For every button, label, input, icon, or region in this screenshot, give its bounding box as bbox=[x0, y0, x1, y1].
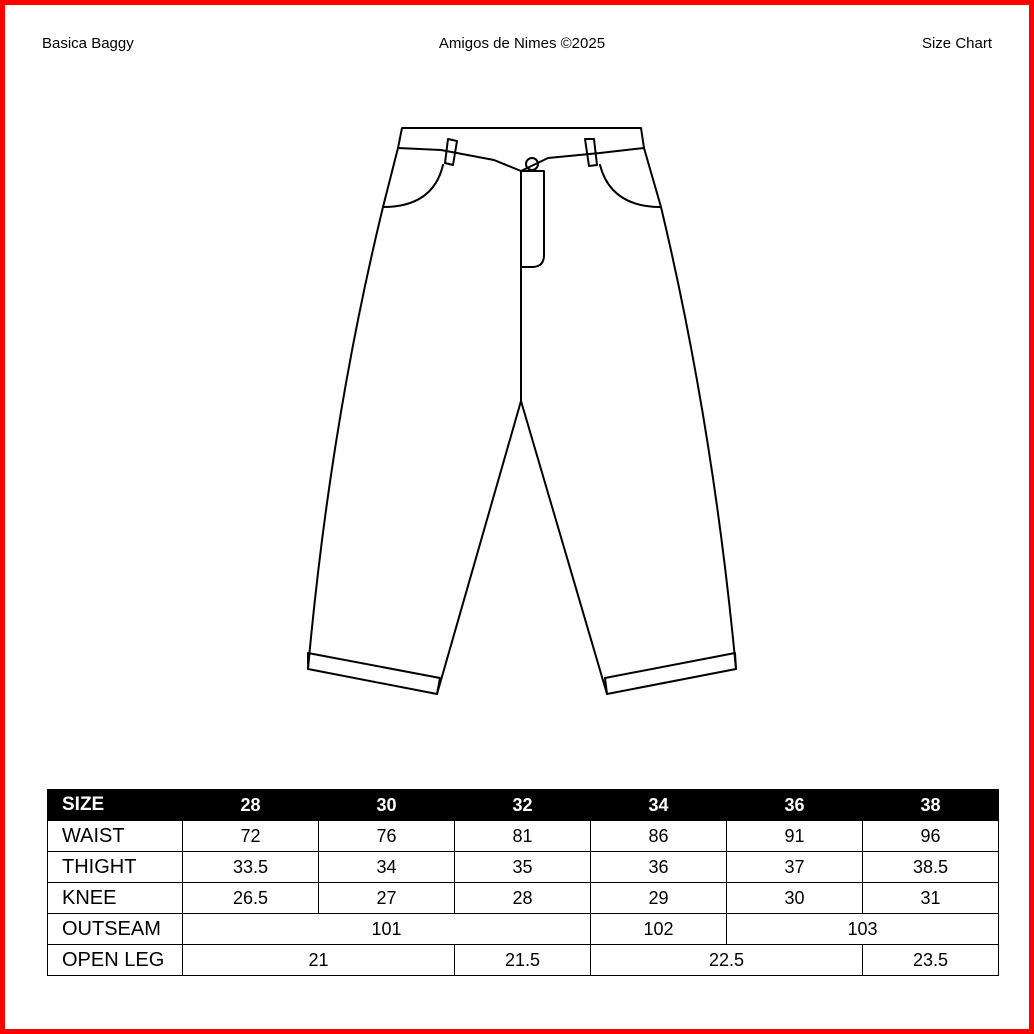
table-cell: 22.5 bbox=[591, 945, 863, 976]
table-row-thight bbox=[48, 852, 999, 883]
table-cell: 29 bbox=[591, 883, 727, 914]
size-col-header: 32 bbox=[455, 790, 591, 821]
table-cell: 31 bbox=[863, 883, 999, 914]
row-label: KNEE bbox=[48, 883, 183, 914]
section-title: Size Chart bbox=[921, 35, 992, 52]
table-cell: 72 bbox=[183, 821, 319, 852]
table-cell: 37 bbox=[727, 852, 863, 883]
row-label: OUTSEAM bbox=[48, 914, 183, 945]
table-cell: 101 bbox=[183, 914, 591, 945]
product-name: Basica Baggy bbox=[42, 35, 134, 52]
table-cell: 30 bbox=[727, 883, 863, 914]
size-table bbox=[47, 789, 999, 976]
baggy-pants-illustration bbox=[300, 120, 745, 705]
table-row-open-leg bbox=[48, 945, 999, 976]
table-cell: 28 bbox=[455, 883, 591, 914]
table-cell: 21 bbox=[183, 945, 455, 976]
size-col-header: 34 bbox=[591, 790, 727, 821]
table-cell: 96 bbox=[863, 821, 999, 852]
size-header-label: SIZE bbox=[48, 790, 183, 821]
table-cell: 76 bbox=[319, 821, 455, 852]
row-label: WAIST bbox=[48, 821, 183, 852]
table-header-row bbox=[48, 790, 999, 821]
table-row-waist bbox=[48, 821, 999, 852]
size-col-header: 38 bbox=[863, 790, 999, 821]
table-cell: 35 bbox=[455, 852, 591, 883]
table-cell: 91 bbox=[727, 821, 863, 852]
table-cell: 23.5 bbox=[863, 945, 999, 976]
size-col-header: 36 bbox=[727, 790, 863, 821]
table-cell: 34 bbox=[319, 852, 455, 883]
brand-copyright: Amigos de Nimes ©2025 bbox=[438, 35, 606, 52]
table-cell: 26.5 bbox=[183, 883, 319, 914]
table-cell: 33.5 bbox=[183, 852, 319, 883]
size-col-header: 28 bbox=[183, 790, 319, 821]
size-col-header: 30 bbox=[319, 790, 455, 821]
table-row-outseam bbox=[48, 914, 999, 945]
table-cell: 38.5 bbox=[863, 852, 999, 883]
table-row-knee bbox=[48, 883, 999, 914]
table-cell: 27 bbox=[319, 883, 455, 914]
table-cell: 86 bbox=[591, 821, 727, 852]
table-cell: 36 bbox=[591, 852, 727, 883]
table-cell: 102 bbox=[591, 914, 727, 945]
table-cell: 103 bbox=[727, 914, 999, 945]
row-label: THIGHT bbox=[48, 852, 183, 883]
table-cell: 81 bbox=[455, 821, 591, 852]
table-cell: 21.5 bbox=[455, 945, 591, 976]
row-label: OPEN LEG bbox=[48, 945, 183, 976]
